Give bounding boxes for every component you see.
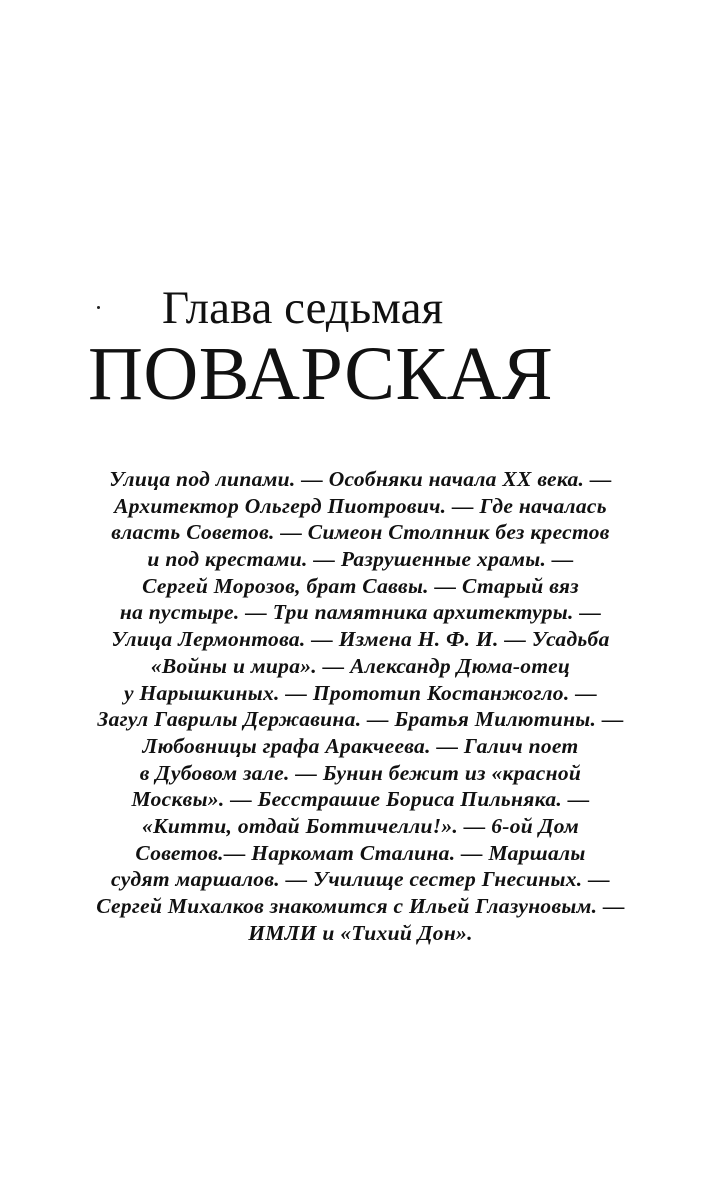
summary-line: Загул Гаврилы Державина. — Братья Милютины. — — [97, 707, 624, 732]
summary-line: Советов.— Наркомат Сталина. — Маршалы — [135, 840, 586, 865]
summary-line: Улица Лермонтова. — Измена Н. Ф. И. — Усадьба — [111, 627, 610, 652]
summary-line: и под крестами. — Разрушенные храмы. — — [147, 547, 574, 572]
summary-line: «Китти, отдай Боттичелли!». — 6-ой Дом — [142, 813, 579, 838]
summary-line: на пустыре. — Три памятника архитектуры. — — [119, 600, 602, 625]
summary-line: ИМЛИ и «Тихий Дон». — [248, 920, 473, 945]
summary-line: Улица под липами. — Особняки начала XX века. — — [109, 467, 612, 491]
summary-line: власть Советов. — Симеон Столпник без крестов — [111, 520, 610, 545]
chapter-label: Глава седьмая — [162, 282, 444, 334]
summary-line: Любовницы графа Аракчеева. — Галич поет — [142, 733, 579, 758]
summary-line: Москвы». — Бесстрашие Бориса Пильняка. — — [131, 787, 590, 812]
summary-line: у Нарышкиных. — Прототип Костанжогло. — — [123, 680, 597, 705]
summary-line: «Войны и мира». — Александр Дюма-отец — [150, 653, 571, 678]
summary-line: судят маршалов. — Училище сестер Гнесиных. — — [111, 867, 610, 892]
summary-line: Архитектор Ольгерд Пиотрович. — Где началась — [114, 493, 607, 518]
summary-line: Сергей Михалков знакомится с Ильей Глазуновым. — — [96, 894, 625, 918]
summary-line: Сергей Морозов, брат Саввы. — Старый вяз — [142, 573, 579, 598]
summary-line: в Дубовом зале. — Бунин бежит из «красной — [139, 760, 582, 785]
chapter-summary — [0, 466, 721, 946]
chapter-title: ПОВАРСКАЯ — [88, 332, 554, 416]
print-speck — [97, 306, 100, 309]
